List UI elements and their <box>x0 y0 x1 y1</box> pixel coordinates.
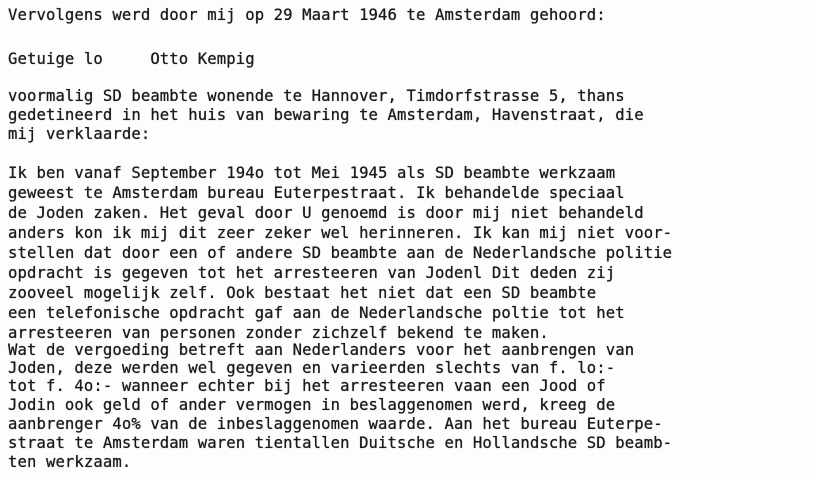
intro-line: voormalig SD beambte wonende te Hannover, Timdorfstrasse 5, thans <box>8 87 625 105</box>
hearing-header-line: Vervolgens werd door mij op 29 Maart 1946 te Amsterdam gehoord: <box>8 6 606 24</box>
statement-line: ten werkzaam. <box>8 453 132 471</box>
statement-line: aanbrenger 4o% van de inbeslaggenomen waarde. Aan het bureau Euterpe- <box>8 415 663 433</box>
statement-line: stellen dat door een of andere SD beambte aan de Nederlandsche politie <box>8 244 673 262</box>
statement-line: opdracht is gegeven tot het arresteeren van Jodenl Dit deden zij <box>8 264 616 282</box>
statement-line: geweest te Amsterdam bureau Euterpestraat. Ik behandelde speciaal <box>8 184 625 202</box>
witness-name-line: Getuige lo Otto Kempig <box>8 50 255 68</box>
statement-line: Ik ben vanaf September 194o tot Mei 1945 als SD beambte werkzaam <box>8 164 616 182</box>
statement-line: een telefonische opdracht gaf aan de Nederlandsche poltie tot het <box>8 304 625 322</box>
statement-line: Joden, deze werden wel gegeven en varieerden slechts van f. lo:- <box>8 359 616 377</box>
statement-line: tot f. 4o:- wanneer echter bij het arresteeren vaan een Jood of <box>8 377 606 395</box>
statement-line: straat te Amsterdam waren tientallen Duitsche en Hollandsche SD beamb- <box>8 434 673 452</box>
statement-line: Wat de vergoeding betreft aan Nederlanders voor het aanbrengen van <box>8 341 635 359</box>
statement-line: arresteeren van personen zonder zichzelf bekend te maken. <box>8 324 549 342</box>
intro-line: gedetineerd in het huis van bewaring te Amsterdam, Havenstraat, die <box>8 106 644 124</box>
statement-line: anders kon ik mij dit zeer zeker wel herinneren. Ik kan mij niet voor- <box>8 224 673 242</box>
statement-line: de Joden zaken. Het geval door U genoemd is door mij niet behandeld <box>8 204 644 222</box>
intro-line: mij verklaarde: <box>8 125 151 143</box>
statement-line: zooveel mogelijk zelf. Ook bestaat het niet dat een SD beambte <box>8 284 597 302</box>
statement-line: Jodin ook geld of ander vermogen in beslaggenomen werd, kreeg de <box>8 396 616 414</box>
